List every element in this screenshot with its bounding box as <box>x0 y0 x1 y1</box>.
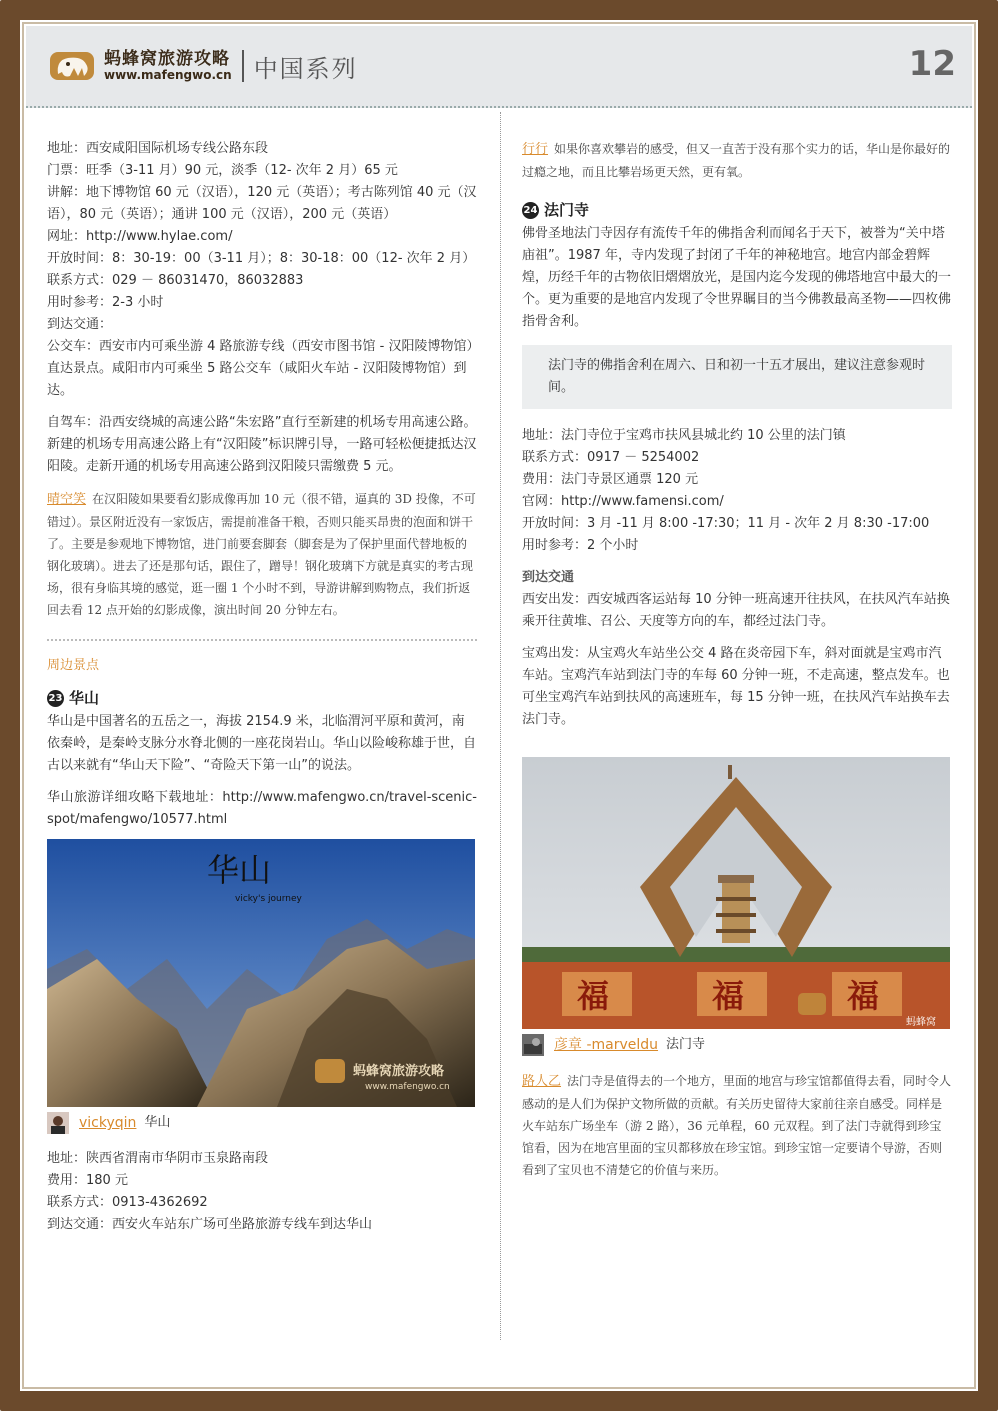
info-line: 官网：http://www.famensi.com/ <box>522 494 724 509</box>
brand-name: 蚂蜂窝旅游攻略 <box>104 49 230 70</box>
info-line: 门票：旺季（3-11 月）90 元，淡季（12- 次年 2 月）65 元 <box>47 163 398 178</box>
info-line: 讲解：地下博物馆 60 元（汉语），120 元（英语）；考古陈列馆 40 元（汉语），80 元（英语）；通讲 100 元（汉语），200 元（英语） <box>47 185 477 222</box>
info-line: 开放时间：8：30-19：00（3-11 月）；8：30-18：00（12- 次年 2 月） <box>47 251 476 266</box>
note-text: 如果你喜欢攀岩的感受，但又一直苦于没有那个实力的话，华山是你最好的过瘾之地，而且比攀岩场更天然，更有氧。 <box>522 142 951 179</box>
header-divider <box>242 50 244 82</box>
caption-user-link[interactable]: vickyqin <box>79 1115 137 1131</box>
fu-character: 福 <box>847 977 880 1015</box>
brand-url: www.mafengwo.cn <box>104 67 232 82</box>
note-author-link[interactable]: 行行 <box>522 142 549 157</box>
tip-box: 法门寺的佛指舍利在周六、日和初一十五才展出，建议注意参观时间。 <box>522 345 952 409</box>
info-line: 联系方式：0917 － 5254002 <box>522 450 700 465</box>
famen-temple-photo <box>522 757 950 1029</box>
sight-title <box>522 199 952 221</box>
photo-caption <box>47 1112 477 1134</box>
info-line: 联系方式：029 － 86031470，86032883 <box>47 273 304 288</box>
sight-name: 华山 <box>69 689 100 707</box>
page-header <box>26 26 972 108</box>
fu-character: 福 <box>577 977 610 1015</box>
brand-logo <box>48 48 358 84</box>
sight-number-badge: 23 <box>47 690 64 707</box>
photo-title: 华山 <box>207 851 272 889</box>
sight-name: 法门寺 <box>544 201 590 219</box>
info-line: 费用：法门寺景区通票 120 元 <box>522 472 699 487</box>
huashan-photo <box>47 839 475 1107</box>
info-line: 开放时间：3 月 -11 月 8:00 -17:30；11 月 - 次年 2 月 8:30 -17:00 <box>522 516 930 531</box>
caption-place: 法门寺 <box>666 1037 706 1052</box>
info-line: 到达交通： <box>47 317 113 332</box>
info-line: 地址：西安咸阳国际机场专线公路东段 <box>47 141 269 156</box>
photo-watermark-url: www.mafengwo.cn <box>365 1082 450 1092</box>
traveler-note <box>522 1070 952 1181</box>
caption-place: 华山 <box>144 1115 171 1130</box>
selfdrive-text: 自驾车：沿西安绕城的高速公路“朱宏路”直行至新建的机场专用高速公路。新建的机场专用高速公路上有“汉阳陵”标识牌引导，一路可轻松便捷抵达汉阳陵。走新开通的机场专用高速公路到汉阳陵只需缴费 5 元。 <box>47 415 477 474</box>
avatar[interactable] <box>522 1034 544 1056</box>
info-line: 地址：陕西省渭南市华阴市玉泉路南段 <box>47 1151 269 1166</box>
section-label: 周边景点 <box>47 658 100 673</box>
transport-heading: 到达交通 <box>522 570 575 585</box>
info-line: 网址：http://www.hylae.com/ <box>47 229 233 244</box>
photo-watermark: 蚂蜂窝 <box>906 1017 936 1028</box>
note-text: 法门寺是值得去的一个地方，里面的地宫与珍宝馆都值得去看，同时令人感动的是人们为保护文物所做的贡献。有关历史留待大家前往亲自感受。同样是火车站东广场坐车（游 2 路），36 元单程，60 元双程。到了法门寺就得到珍宝馆看，因为在地宫里面的宝贝都移放在珍宝馆。到珍宝馆一定要请个导游，否则看到了宝贝也不清楚它的价值与来历。 <box>522 1074 952 1177</box>
download-link[interactable]: 华山旅游详细攻略下载地址：http://www.mafengwo.cn/travel-scenic-spot/mafengwo/10577.html <box>47 790 477 827</box>
section-separator <box>47 639 477 641</box>
right-column <box>522 138 952 1181</box>
series-title: 中国系列 <box>253 54 358 83</box>
page-number: 12 <box>908 44 956 84</box>
note-text: 在汉阳陵如果要看幻影成像再加 10 元（很不错，逼真的 3D 投像，不可错过）。景区附近没有一家饭店，需提前准备干粮，否则只能买昂贵的泡面和饼干了。主要是参观地下博物馆，进门前要套脚套（脚套是为了保护里面代替地板的钢化玻璃）。进去了还是那句话，跟住了，蹭导！钢化玻璃下方就是真实的考古现场，很有身临其境的感觉，逛一圈 1 个小时不到，导游讲解到购物点，我们折返回去看 12 点开始的幻影成像，演出时间 20 分钟左右。 <box>47 492 476 617</box>
traveler-note <box>522 138 952 183</box>
fu-character: 福 <box>712 977 745 1015</box>
traveler-note <box>47 488 477 621</box>
info-line: 费用：180 元 <box>47 1173 128 1188</box>
note-author-link[interactable]: 路人乙 <box>522 1074 562 1089</box>
info-line: 用时参考：2 个小时 <box>522 538 639 553</box>
sight-description: 华山是中国著名的五岳之一，海拔 2154.9 米，北临渭河平原和黄河，南依秦岭，是秦岭支脉分水脊北侧的一座花岗岩山。华山以险峻称雄于世，自古以来就有“华山天下险”、“奇险天下第一山”的说法。 <box>47 714 477 773</box>
photo-watermark: 蚂蜂窝旅游攻略 <box>353 1064 445 1079</box>
note-author-link[interactable]: 晴空笑 <box>47 492 87 507</box>
column-divider <box>500 112 501 1340</box>
sight-title <box>47 687 477 709</box>
info-line: 地址：法门寺位于宝鸡市扶风县城北约 10 公里的法门镇 <box>522 428 846 443</box>
transport-xian: 西安出发：西安城西客运站每 10 分钟一班高速开往扶风，在扶风汽车站换乘开往黄堆、召公、天度等方向的车，都经过法门寺。 <box>522 592 950 629</box>
info-line: 用时参考：2-3 小时 <box>47 295 164 310</box>
avatar[interactable] <box>47 1112 69 1134</box>
transport-baoji: 宝鸡出发：从宝鸡火车站坐公交 4 路在炎帝园下车，斜对面就是宝鸡市汽车站。宝鸡汽车站到法门寺的车每 60 分钟一班，不走高速，整点发车。也可坐宝鸡汽车站到扶风的高速班车，每 15 分钟一班，在扶风汽车站换车去法门寺。 <box>522 646 950 727</box>
sight-number-badge: 24 <box>522 202 539 219</box>
info-line: 到达交通：西安火车站东广场可坐路旅游专线车到达华山 <box>47 1217 373 1232</box>
info-line: 公交车：西安市内可乘坐游 4 路旅游专线（西安市图书馆 - 汉阳陵博物馆）直达景点。咸阳市内可乘坐 5 路公交车（咸阳火车站 - 汉阳陵博物馆）到达。 <box>47 339 473 398</box>
photo-subtitle: vicky's journey <box>235 894 302 904</box>
elephant-logo-icon <box>48 48 98 84</box>
info-line: 联系方式：0913-4362692 <box>47 1195 208 1210</box>
caption-user-link[interactable]: 彦章 -marveldu <box>554 1037 659 1053</box>
left-column <box>47 138 477 1236</box>
photo-caption <box>522 1034 952 1056</box>
sight-description: 佛骨圣地法门寺因存有流传千年的佛指舍利而闻名于天下，被誉为“关中塔庙祖”。1987 年，寺内发现了封闭了千年的神秘地宫。地宫内部金碧辉煌，历经千年的古物依旧熠熠放光，是国内迄今发现的佛塔地宫中最大的一个。更为重要的是地宫内发现了令世界瞩目的当今佛教最高圣物——四枚佛指骨舍利。 <box>522 226 952 329</box>
